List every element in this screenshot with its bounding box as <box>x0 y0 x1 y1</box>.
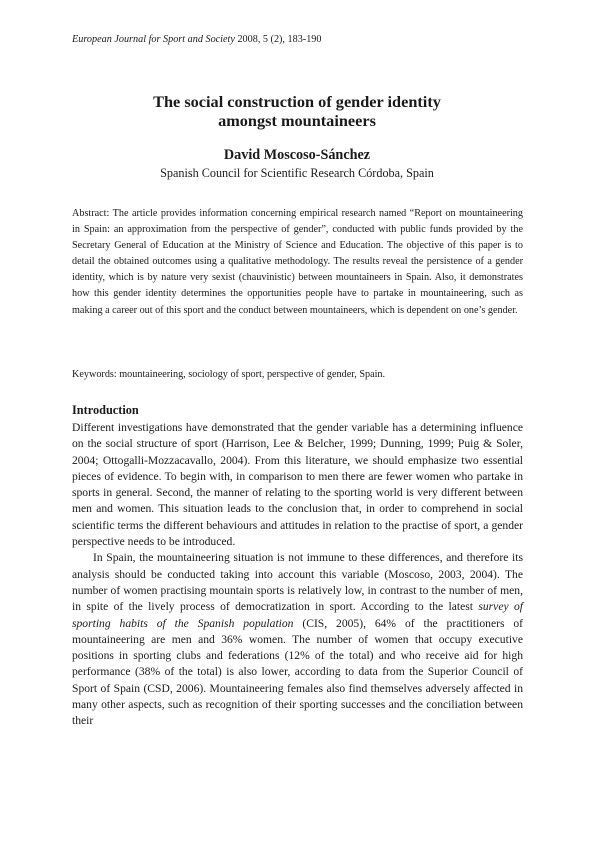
keywords: Keywords: mountaineering, sociology of sport, perspective of gender, Spain. <box>72 369 386 380</box>
author-name: David Moscoso-Sánchez <box>223 147 371 163</box>
author-affiliation: Spanish Council for Scientific Research Córdoba, Spain <box>160 166 434 180</box>
abstract: Abstract: The article provides information concerning empirical research named “Report on mountaineering in Spain: an approximation from the perspective of gender”, conducted with public funds provided by the Secretary General of Education at the Ministry of Science and Education. The objective of this paper is to detail the obtained outcomes using a qualitative methodology. The results reveal the persistence of a gender identity, which is by nature very sexist (chauvinistic) between mountaineers in Spain. Also, it demonstrates how this gender identity determines the opportunities people have to partake in mountaineering, such as making a career out of this sport and the conduct between mountaineers, which is dependent on one’s gender. <box>72 208 523 316</box>
survey-title-italic: survey of sporting habits of the Spanish population <box>72 600 523 630</box>
section-heading-introduction: Introduction <box>72 403 139 417</box>
title-line-2: amongst mountaineers <box>218 111 376 130</box>
running-header <box>72 34 321 45</box>
title-line-1: The social construction of gender identity <box>153 92 441 111</box>
journal-citation: 2008, 5 (2), 183-190 <box>237 34 322 45</box>
article-title <box>72 92 522 130</box>
introduction-body <box>72 420 523 730</box>
journal-name: European Journal for Sport and Society <box>72 34 235 45</box>
paragraph-2-text-a: In Spain, the mountaineering situation is not immune to these differences, and therefore its analysis should be conducted taking into account this variable (Moscoso, 2003, 2004). The number of women practising mountain sports is relatively low, in contrast to the number of men, in spite of the lively process of democratization in sport. According to the latest <box>72 551 523 614</box>
introduction-paragraph-2 <box>72 550 523 729</box>
introduction-paragraph-1: Different investigations have demonstrated that the gender variable has a determining influence on the social structure of sport (Harrison, Lee & Belcher, 1999; Dunning, 1999; Puig & Soler, 2004; Ottogalli-Mozzacavallo, 2004). From this literature, we should emphasize two essential pieces of evidence. To begin with, in comparison to men there are fewer women who partake in sports in general. Second, the manner of relating to the sporting world is very different between men and women. This situation leads to the conclusion that, in order to comprehend in social scientific terms the different behaviours and attitudes in relation to the practise of sport, a gender perspective needs to be introduced. <box>72 421 523 549</box>
paragraph-2-text-b: (CIS, 2005), 64% of the practitioners of mountaineering are men and 36% women. The number of women that occupy executive positions in sporting clubs and federations (12% of the total) and who receive aid for high performance (38% of the total) is also lower, according to data from the Superior Council of Sport of Spain (CSD, 2006). Mountaineering females also find themselves adversely affected in many other aspects, such as recognition of their sporting successes and the conciliation between their <box>72 616 523 728</box>
